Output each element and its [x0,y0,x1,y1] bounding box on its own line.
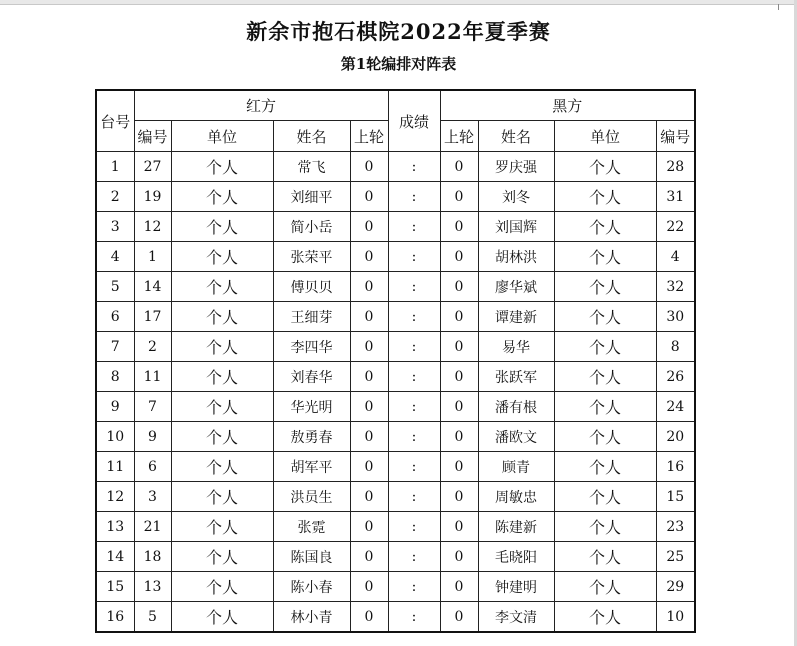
black-name-cell: 潘欧文 [478,422,554,452]
red-name-cell: 刘细平 [273,182,350,212]
black-name-cell: 周敏忠 [478,482,554,512]
black-number-cell: 23 [656,512,695,542]
red-name-cell: 胡军平 [273,452,350,482]
table-row [96,512,695,542]
red-name-cell: 李四华 [273,332,350,362]
black-unit-cell: 个人 [554,512,656,542]
red-last-round-cell: 0 [350,242,388,272]
red-last-round-cell: 0 [350,332,388,362]
red-name-cell: 刘春华 [273,362,350,392]
red-number-cell: 18 [134,542,171,572]
black-last-round-cell: 0 [440,362,478,392]
red-last-round-cell: 0 [350,512,388,542]
table-no-cell: 11 [96,452,134,482]
table-no-cell: 3 [96,212,134,242]
black-last-round-cell: 0 [440,542,478,572]
red-last-round-cell: 0 [350,362,388,392]
black-number-cell: 28 [656,152,695,182]
score-cell: : [388,482,440,512]
red-unit-cell: 个人 [171,452,273,482]
black-number-cell: 25 [656,542,695,572]
score-cell: : [388,392,440,422]
red-unit-cell: 个人 [171,602,273,633]
table-row [96,212,695,242]
table-no-cell: 7 [96,332,134,362]
red-unit-cell: 个人 [171,392,273,422]
black-name-cell: 罗庆强 [478,152,554,182]
table-no-cell: 10 [96,422,134,452]
table-no-cell: 9 [96,392,134,422]
red-last-round-cell: 0 [350,152,388,182]
black-unit-cell: 个人 [554,602,656,633]
header-red-unit: 单位 [171,121,273,152]
page-top-edge [0,0,797,5]
black-last-round-cell: 0 [440,182,478,212]
red-unit-cell: 个人 [171,302,273,332]
header-black-side: 黑方 [440,90,695,121]
black-unit-cell: 个人 [554,212,656,242]
red-name-cell: 华光明 [273,392,350,422]
black-number-cell: 24 [656,392,695,422]
red-unit-cell: 个人 [171,152,273,182]
header-black-number: 编号 [656,121,695,152]
header-black-unit: 单位 [554,121,656,152]
red-last-round-cell: 0 [350,542,388,572]
score-cell: : [388,302,440,332]
black-number-cell: 20 [656,422,695,452]
score-cell: : [388,212,440,242]
red-last-round-cell: 0 [350,572,388,602]
red-name-cell: 王细芽 [273,302,350,332]
table-no-cell: 6 [96,302,134,332]
black-number-cell: 15 [656,482,695,512]
red-name-cell: 洪员生 [273,482,350,512]
black-last-round-cell: 0 [440,512,478,542]
red-last-round-cell: 0 [350,452,388,482]
red-number-cell: 14 [134,272,171,302]
header-red-last-round: 上轮 [350,121,388,152]
table-row [96,332,695,362]
red-name-cell: 简小岳 [273,212,350,242]
black-unit-cell: 个人 [554,362,656,392]
red-number-cell: 27 [134,152,171,182]
black-last-round-cell: 0 [440,272,478,302]
black-last-round-cell: 0 [440,482,478,512]
black-name-cell: 刘冬 [478,182,554,212]
black-last-round-cell: 0 [440,572,478,602]
red-unit-cell: 个人 [171,182,273,212]
black-last-round-cell: 0 [440,392,478,422]
black-name-cell: 谭建新 [478,302,554,332]
table-row [96,302,695,332]
red-number-cell: 2 [134,332,171,362]
score-cell: : [388,572,440,602]
black-unit-cell: 个人 [554,152,656,182]
black-last-round-cell: 0 [440,212,478,242]
black-last-round-cell: 0 [440,152,478,182]
black-number-cell: 31 [656,182,695,212]
red-number-cell: 3 [134,482,171,512]
red-number-cell: 5 [134,602,171,633]
table-no-cell: 4 [96,242,134,272]
score-cell: : [388,362,440,392]
black-name-cell: 潘有根 [478,392,554,422]
header-row-1 [96,90,695,121]
header-table-no: 台号 [96,90,134,152]
black-name-cell: 陈建新 [478,512,554,542]
red-number-cell: 17 [134,302,171,332]
table-no-cell: 12 [96,482,134,512]
red-last-round-cell: 0 [350,482,388,512]
red-number-cell: 1 [134,242,171,272]
header-red-name: 姓名 [273,121,350,152]
red-name-cell: 林小青 [273,602,350,633]
red-name-cell: 陈小春 [273,572,350,602]
black-unit-cell: 个人 [554,392,656,422]
black-unit-cell: 个人 [554,422,656,452]
document-title: 新余市抱石棋院2022年夏季赛 [246,19,551,44]
table-no-cell: 5 [96,272,134,302]
black-last-round-cell: 0 [440,242,478,272]
black-number-cell: 10 [656,602,695,633]
red-last-round-cell: 0 [350,392,388,422]
score-cell: : [388,512,440,542]
red-name-cell: 傅贝贝 [273,272,350,302]
table-row [96,362,695,392]
black-unit-cell: 个人 [554,302,656,332]
black-name-cell: 顾青 [478,452,554,482]
table-no-cell: 15 [96,572,134,602]
red-last-round-cell: 0 [350,212,388,242]
table-no-cell: 14 [96,542,134,572]
table-row [96,182,695,212]
red-unit-cell: 个人 [171,542,273,572]
black-unit-cell: 个人 [554,332,656,362]
red-unit-cell: 个人 [171,242,273,272]
black-number-cell: 26 [656,362,695,392]
red-number-cell: 11 [134,362,171,392]
table-no-cell: 2 [96,182,134,212]
red-number-cell: 13 [134,572,171,602]
black-unit-cell: 个人 [554,482,656,512]
red-number-cell: 21 [134,512,171,542]
red-name-cell: 张荣平 [273,242,350,272]
score-cell: : [388,182,440,212]
black-unit-cell: 个人 [554,182,656,212]
black-number-cell: 29 [656,572,695,602]
red-name-cell: 陈国良 [273,542,350,572]
score-cell: : [388,542,440,572]
score-cell: : [388,272,440,302]
black-name-cell: 胡林洪 [478,242,554,272]
red-last-round-cell: 0 [350,182,388,212]
red-last-round-cell: 0 [350,272,388,302]
red-last-round-cell: 0 [350,302,388,332]
black-name-cell: 张跃军 [478,362,554,392]
header-red-side: 红方 [134,90,388,121]
black-name-cell: 廖华斌 [478,272,554,302]
red-name-cell: 张霓 [273,512,350,542]
red-unit-cell: 个人 [171,572,273,602]
score-cell: : [388,452,440,482]
table-no-cell: 1 [96,152,134,182]
black-number-cell: 8 [656,332,695,362]
black-number-cell: 4 [656,242,695,272]
red-last-round-cell: 0 [350,602,388,633]
red-unit-cell: 个人 [171,482,273,512]
table-row [96,482,695,512]
black-number-cell: 30 [656,302,695,332]
black-name-cell: 李文清 [478,602,554,633]
black-unit-cell: 个人 [554,452,656,482]
black-name-cell: 易华 [478,332,554,362]
red-unit-cell: 个人 [171,422,273,452]
score-cell: : [388,422,440,452]
black-last-round-cell: 0 [440,332,478,362]
score-cell: : [388,152,440,182]
red-unit-cell: 个人 [171,212,273,242]
black-name-cell: 毛晓阳 [478,542,554,572]
black-number-cell: 16 [656,452,695,482]
table-row [96,452,695,482]
black-unit-cell: 个人 [554,272,656,302]
black-unit-cell: 个人 [554,572,656,602]
red-name-cell: 常飞 [273,152,350,182]
red-number-cell: 12 [134,212,171,242]
black-last-round-cell: 0 [440,452,478,482]
document-subtitle: 第1轮编排对阵表 [340,55,457,73]
pairing-table [95,89,696,633]
score-cell: : [388,602,440,633]
table-row [96,542,695,572]
red-number-cell: 7 [134,392,171,422]
crop-mark [778,4,779,10]
table-row [96,422,695,452]
black-name-cell: 刘国辉 [478,212,554,242]
score-cell: : [388,332,440,362]
score-cell: : [388,242,440,272]
table-no-cell: 16 [96,602,134,633]
red-number-cell: 19 [134,182,171,212]
black-name-cell: 钟建明 [478,572,554,602]
red-last-round-cell: 0 [350,422,388,452]
red-number-cell: 6 [134,452,171,482]
header-red-number: 编号 [134,121,171,152]
red-name-cell: 敖勇春 [273,422,350,452]
table-no-cell: 13 [96,512,134,542]
table-row [96,602,695,633]
header-result: 成绩 [388,90,440,152]
black-last-round-cell: 0 [440,422,478,452]
black-number-cell: 22 [656,212,695,242]
black-last-round-cell: 0 [440,302,478,332]
black-unit-cell: 个人 [554,542,656,572]
red-number-cell: 9 [134,422,171,452]
black-number-cell: 32 [656,272,695,302]
red-unit-cell: 个人 [171,362,273,392]
black-unit-cell: 个人 [554,242,656,272]
table-row [96,152,695,182]
red-unit-cell: 个人 [171,512,273,542]
red-unit-cell: 个人 [171,272,273,302]
red-unit-cell: 个人 [171,332,273,362]
table-row [96,572,695,602]
table-row [96,242,695,272]
header-black-name: 姓名 [478,121,554,152]
table-row [96,392,695,422]
table-row [96,272,695,302]
table-no-cell: 8 [96,362,134,392]
header-black-last-round: 上轮 [440,121,478,152]
black-last-round-cell: 0 [440,602,478,633]
